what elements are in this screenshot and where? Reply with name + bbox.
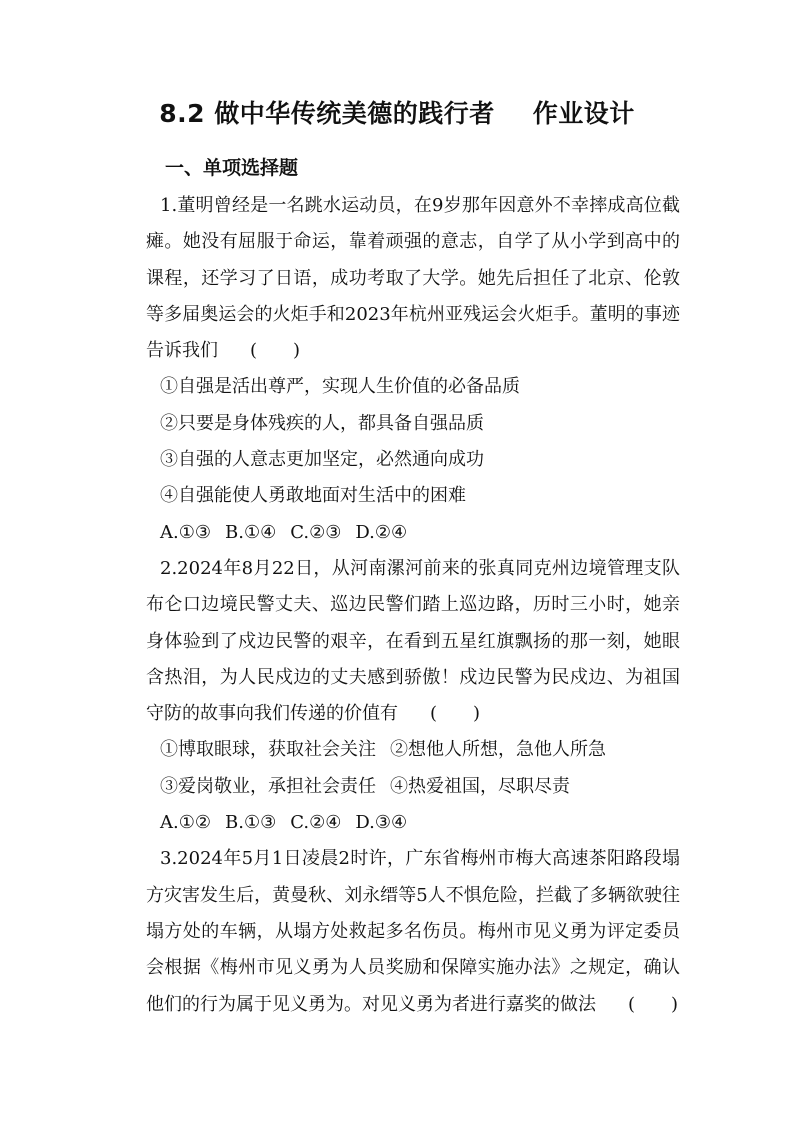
question-1-option: ②只要是身体残疾的人，都具备自强品质 bbox=[160, 412, 484, 434]
question-2-option-row bbox=[146, 769, 680, 805]
answer-choice-a: A.①② bbox=[160, 812, 211, 834]
question-2-option: ③爱岗敬业，承担社会责任 bbox=[160, 775, 376, 797]
question-2-option: ①博取眼球，获取社会关注 bbox=[160, 739, 376, 761]
section-heading: 一、单项选择题 bbox=[165, 157, 299, 179]
answer-choice-b: B.①③ bbox=[225, 812, 277, 834]
question-1-option: ④自强能使人勇敢地面对生活中的困难 bbox=[160, 485, 466, 507]
title-sub: 作业设计 bbox=[532, 99, 635, 128]
page-title bbox=[0, 94, 794, 130]
question-3-stem: 3.2024年5月1日凌晨2时许，广东省梅州市梅大高速茶阳路段塌方灾害发生后，黄曼秋、刘永缙等5人不惧危险，拦截了多辆欲驶往塌方处的车辆，从塌方处救起多名伤员。梅州市见义勇为评定委员会根据《梅州市见义勇为人员奖励和保障实施办法》之规定，确认他们的行为属于见义勇为。对见义勇为者进行嘉奖的做法 ( ) bbox=[146, 841, 680, 1022]
answer-blank: ( ) bbox=[250, 340, 301, 362]
question-1-answers bbox=[146, 515, 680, 551]
question-1-stem: 1.董明曾经是一名跳水运动员，在9岁那年因意外不幸摔成高位截瘫。她没有屈服于命运，靠着顽强的意志，自学了从小学到高中的课程，还学习了日语，成功考取了大学。她先后担任了北京、伦敦等多届奥运会的火炬手和2023年杭州亚残运会火炬手。董明的事迹告诉我们 ( ) bbox=[146, 188, 680, 369]
question-2-option: ②想他人所想，急他人所急 bbox=[390, 739, 606, 761]
question-2-option-row bbox=[146, 732, 680, 768]
answer-blank: ( ) bbox=[430, 703, 481, 725]
answer-choice-b: B.①④ bbox=[225, 521, 277, 543]
answer-choice-d: D.②④ bbox=[355, 521, 408, 543]
title-main: 8.2 做中华传统美德的践行者 bbox=[159, 99, 495, 128]
answer-choice-c: C.②③ bbox=[290, 521, 342, 543]
answer-choice-c: C.②④ bbox=[290, 812, 342, 834]
question-2-option: ④热爱祖国，尽职尽责 bbox=[390, 775, 570, 797]
question-1-option: ①自强是活出尊严，实现人生价值的必备品质 bbox=[160, 376, 520, 398]
answer-choice-d: D.③④ bbox=[355, 812, 408, 834]
answer-blank: ( ) bbox=[628, 993, 679, 1015]
answer-choice-a: A.①③ bbox=[160, 521, 211, 543]
question-2-stem: 2.2024年8月22日，从河南漯河前来的张真同克州边境管理支队布仑口边境民警丈夫、巡边民警们踏上巡边路，历时三小时，她亲身体验到了戍边民警的艰辛，在看到五星红旗飘扬的那一刻，她眼含热泪，为人民戍边的丈夫感到骄傲！戍边民警为民戍边、为祖国守防的故事向我们传递的价值有 ( ) bbox=[146, 551, 680, 732]
question-1-option: ③自强的人意志更加坚定，必然通向成功 bbox=[160, 449, 484, 471]
question-2-answers bbox=[146, 805, 680, 841]
document-body bbox=[146, 188, 680, 1023]
